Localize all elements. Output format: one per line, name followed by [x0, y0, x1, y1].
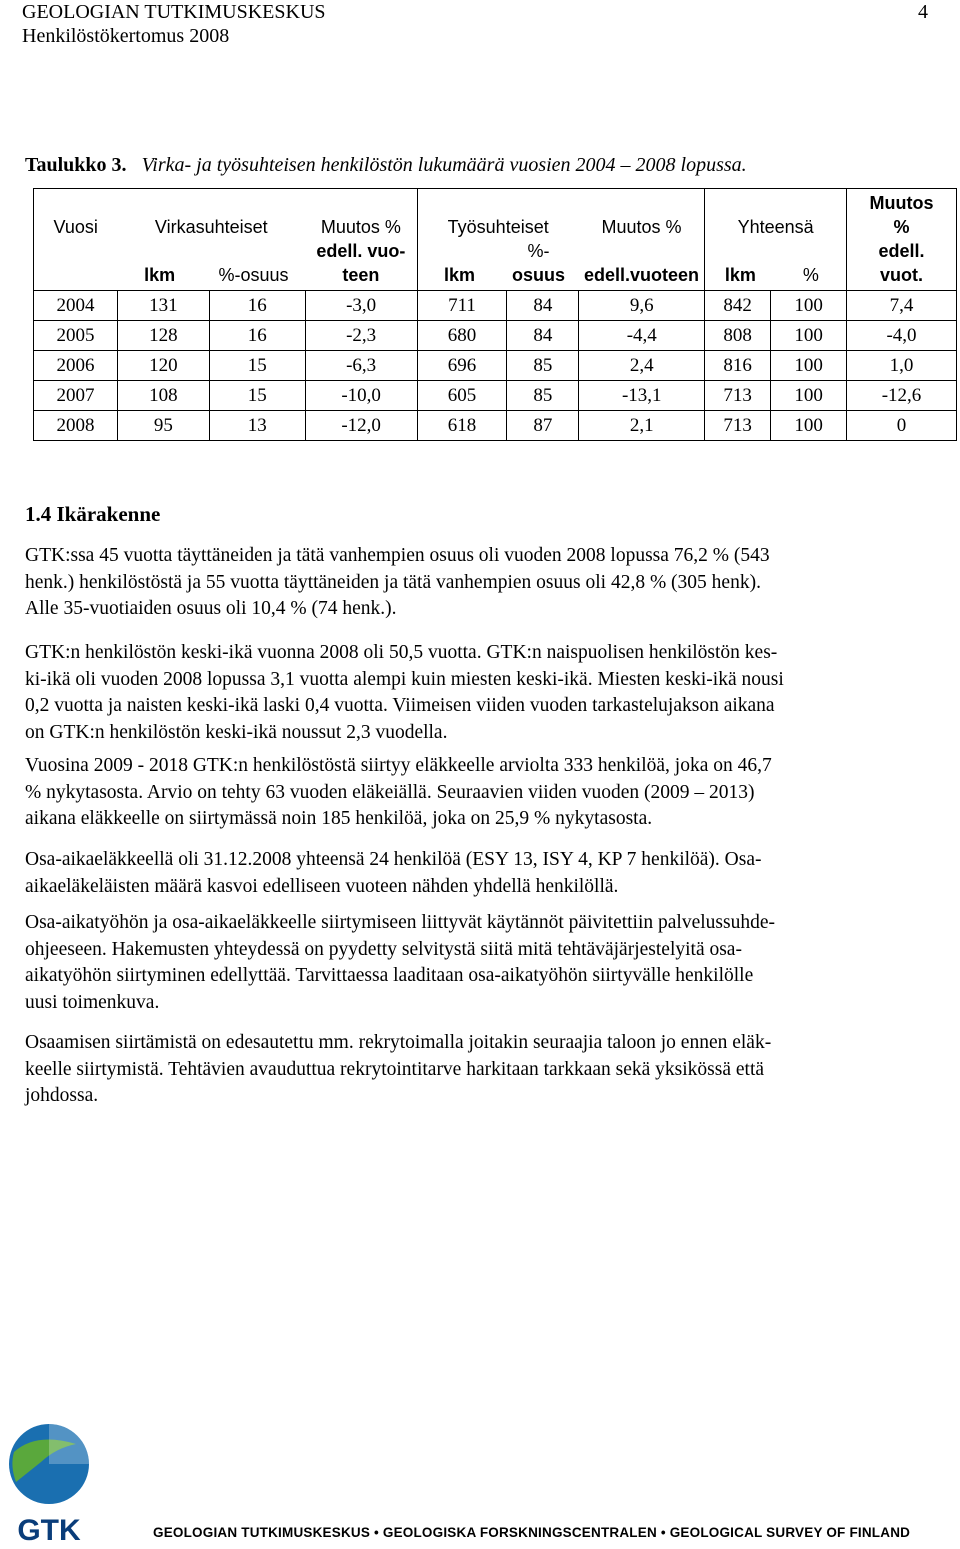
table-cell: 87 [507, 411, 579, 441]
paragraph-line: johdossa. [25, 1085, 99, 1106]
table-cell: 2008 [34, 411, 118, 441]
table-cell: -4,0 [847, 321, 957, 351]
table-cell: 2005 [34, 321, 118, 351]
hdr-muutos1: Muutos % edell. vuo- teen [305, 189, 417, 291]
paragraph-line: Alle 35-vuotiaiden osuus oli 10,4 % (74 henk.). [25, 598, 397, 619]
table-cell: 2007 [34, 381, 118, 411]
paragraph-line: henk.) henkilöstöstä ja 55 vuotta täyttäneiden ja tätä vanhempien osuus oli 42,8 % (305 henk). [25, 571, 761, 593]
hdr-muutos3: Muutos % edell. vuot. [847, 189, 957, 291]
logo-text: GTK [17, 1514, 81, 1546]
paragraph-line: GTK:ssa 45 vuotta täyttäneiden ja tätä vanhempien osuus oli vuoden 2008 lopussa 76,2 % (543 [25, 545, 770, 566]
paragraph-line: Osa-aikatyöhön ja osa-aikaeläkkeelle siirtymiseen liittyvät käytännöt päivitettiin palvelussuhde- [25, 912, 775, 933]
table-cell: 15 [209, 381, 305, 411]
table-cell: 13 [209, 411, 305, 441]
paragraph-line: ki-ikä oli vuoden 2008 lopussa 3,1 vuotta alempi kuin miesten keski-ikä. Miesten keski-ikä nousi [25, 668, 784, 690]
paragraph-line: Osa-aikaeläkkeellä oli 31.12.2008 yhteensä 24 henkilöä (ESY 13, ISY 4, KP 7 henkilöä). Osa- [25, 849, 762, 870]
table-cell: 816 [705, 351, 771, 381]
table-header-row [34, 189, 957, 291]
table-row [34, 351, 957, 381]
table-cell: -4,4 [579, 321, 705, 351]
table-cell: 713 [705, 381, 771, 411]
table-cell: -6,3 [305, 351, 417, 381]
table-cell: 128 [117, 321, 209, 351]
table-cell: 100 [771, 291, 847, 321]
paragraph-line: on GTK:n henkilöstön keski-ikä noussut 2,3 vuodella. [25, 721, 448, 743]
header-org: GEOLOGIAN TUTKIMUSKESKUS [22, 1, 326, 23]
table-cell: 15 [209, 351, 305, 381]
paragraph-line: ohjeeseen. Hakemusten yhteydessä on pyydetty selvitystä siitä mitä tehtäväjärjestelyitä osa- [25, 938, 742, 960]
paragraph-line: keelle siirtymistä. Tehtävien avauduttua rekrytointitarve harkitaan tarkkaan sekä yksikössä että [25, 1058, 765, 1080]
table-cell: 100 [771, 411, 847, 441]
paragraph-line: 0,2 vuotta ja naisten keski-ikä laski 0,4 vuotta. Viimeisen viiden vuoden tarkastelujakson aikana [25, 695, 775, 716]
paragraph-line: Vuosina 2009 - 2018 GTK:n henkilöstöstä siirtyy eläkkeelle arviolta 333 henkilöä, joka on 46,7 [25, 755, 772, 776]
hdr-tyo: Työsuhteiset %- lkm osuus [417, 189, 579, 291]
table-cell: 2,1 [579, 411, 705, 441]
table-cell: 85 [507, 381, 579, 411]
table-cell: 16 [209, 291, 305, 321]
paragraph-line: aikatyöhön siirtyminen edellyttää. Tarvittaessa laaditaan osa-aikatyöhön siirtyvälle henkilölle [25, 965, 754, 986]
table-row [34, 321, 957, 351]
table-cell: 7,4 [847, 291, 957, 321]
table-cell: 842 [705, 291, 771, 321]
gtk-logo [6, 1422, 92, 1546]
paragraph [25, 640, 925, 746]
caption-label: Taulukko 3. [25, 154, 127, 176]
hdr-vuosi: Vuosi [34, 189, 118, 291]
table-row [34, 411, 957, 441]
table-cell: 2,4 [579, 351, 705, 381]
hdr-yht: Yhteensä lkm % [705, 189, 847, 291]
table-cell: 0 [847, 411, 957, 441]
paragraph [25, 753, 925, 833]
page-number: 4 [918, 1, 928, 23]
paragraph [25, 543, 925, 623]
table-cell: -2,3 [305, 321, 417, 351]
paragraph [25, 847, 925, 900]
table-cell: 1,0 [847, 351, 957, 381]
table-cell: 100 [771, 321, 847, 351]
table-cell: 108 [117, 381, 209, 411]
table-cell: 2004 [34, 291, 118, 321]
staff-table [33, 188, 957, 441]
table-cell: 9,6 [579, 291, 705, 321]
table-cell: 680 [417, 321, 507, 351]
header-report: Henkilöstökertomus 2008 [22, 25, 230, 47]
paragraph-line: aikana eläkkeelle on siirtymässä noin 185 henkilöä, joka on 25,9 % nykytasosta. [25, 808, 653, 829]
paragraph [25, 1030, 925, 1110]
table-cell: 100 [771, 381, 847, 411]
paragraph-line: uusi toimenkuva. [25, 991, 160, 1013]
table-cell: 95 [117, 411, 209, 441]
table-cell: 605 [417, 381, 507, 411]
table-cell: 85 [507, 351, 579, 381]
table-body [34, 291, 957, 441]
table-caption [25, 154, 747, 177]
table-cell: 131 [117, 291, 209, 321]
table-cell: 696 [417, 351, 507, 381]
table-cell: 84 [507, 291, 579, 321]
table-cell: -12,0 [305, 411, 417, 441]
table-cell: 2006 [34, 351, 118, 381]
table-cell: 84 [507, 321, 579, 351]
hdr-virka: Virkasuhteiset lkm %-osuus [117, 189, 305, 291]
table-cell: 711 [417, 291, 507, 321]
paragraph-line: % nykytasosta. Arvio on tehty 63 vuoden eläkeiällä. Seuraavien viiden vuoden (2009 – 2013) [25, 781, 755, 803]
table-cell: 16 [209, 321, 305, 351]
caption-text: Virka- ja työsuhteisen henkilöstön lukumäärä vuosien 2004 – 2008 lopussa. [141, 154, 747, 176]
paragraph-line: aikaeläkeläisten määrä kasvoi edelliseen vuoteen nähden yhdellä henkilöllä. [25, 875, 619, 897]
table-cell: 808 [705, 321, 771, 351]
table-cell: 713 [705, 411, 771, 441]
paragraph-line: Osaamisen siirtämistä on edesautettu mm. rekrytoimalla joitakin seuraajia taloon jo ennen eläk- [25, 1032, 772, 1053]
table-row [34, 381, 957, 411]
paragraph [25, 910, 925, 1016]
table-cell: 100 [771, 351, 847, 381]
table-row [34, 291, 957, 321]
table-cell: -10,0 [305, 381, 417, 411]
table-cell: 120 [117, 351, 209, 381]
section-title: 1.4 Ikärakenne [25, 502, 161, 526]
footer-text: GEOLOGIAN TUTKIMUSKESKUS • GEOLOGISKA FORSKNINGSCENTRALEN • GEOLOGICAL SURVEY OF FINLAND [153, 1525, 911, 1540]
hdr-muutos2: Muutos % edell.vuoteen [579, 189, 705, 291]
table-cell: 618 [417, 411, 507, 441]
table-cell: -3,0 [305, 291, 417, 321]
table-cell: -13,1 [579, 381, 705, 411]
paragraph-line: GTK:n henkilöstön keski-ikä vuonna 2008 oli 50,5 vuotta. GTK:n naispuolisen henkilöstön kes- [25, 642, 778, 663]
table-cell: -12,6 [847, 381, 957, 411]
